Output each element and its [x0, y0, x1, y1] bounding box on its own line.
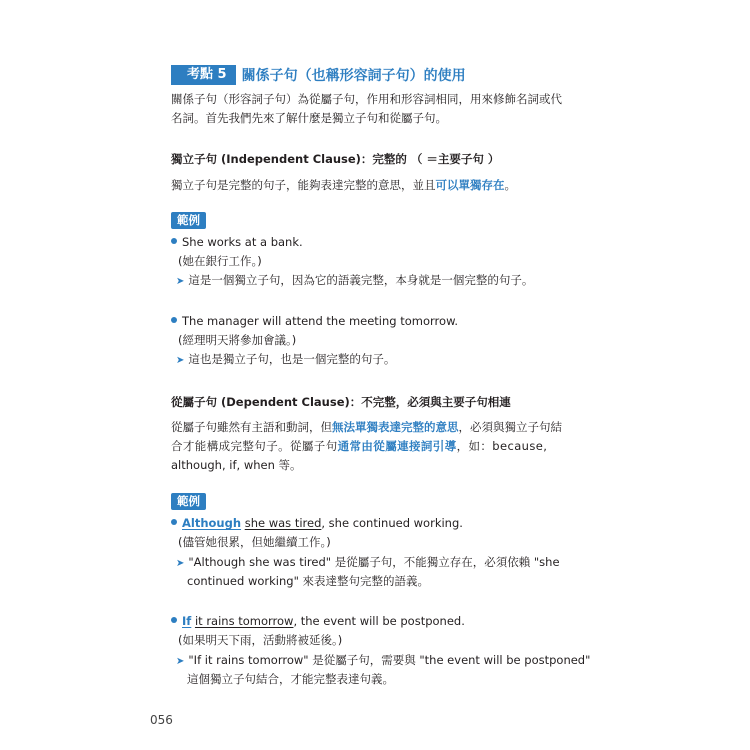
example-translation: (如果明天下雨，活動將被延後。) — [178, 633, 343, 647]
arrow-icon: ➤ — [176, 656, 185, 667]
section-title: 關係子句（也稱形容詞子句）的使用 — [241, 68, 466, 84]
example-note-cont: continued working" 來表達整句完整的語義。 — [187, 574, 430, 588]
dep-highlight: 無法單獨表達完整的意思 — [332, 420, 459, 434]
example-note-cont: 這個獨立子句結合，才能完整表達句義。 — [187, 672, 394, 686]
note-text: 這也是獨立子句，也是一個完整的句子。 — [188, 352, 396, 366]
arrow-icon: ➤ — [176, 558, 185, 569]
independent-desc — [171, 177, 516, 193]
independent-desc-highlight: 可以單獨存在 — [435, 178, 505, 192]
page-number: 056 — [150, 713, 173, 727]
dep-highlight: 通常由從屬連接詞引導 — [337, 439, 457, 453]
example-note — [176, 652, 590, 670]
arrow-icon: ➤ — [176, 355, 185, 366]
note-text: 這是一個獨立子句，因為它的語義完整，本身就是一個完整的句子。 — [188, 273, 534, 287]
example-translation: (儘管她很累，但她繼續工作。) — [178, 535, 331, 549]
sentence-text: The manager will attend the meeting tomorrow. — [182, 314, 459, 328]
example-translation: (經理明天將參加會議。) — [178, 333, 297, 347]
dependent-clause: it rains tomorrow — [194, 614, 294, 628]
example-sentence — [171, 515, 463, 531]
arrow-icon: ➤ — [176, 276, 185, 287]
note-text: "If it rains tomorrow" 是從屬子句，需要與 "the event will be postponed" — [188, 653, 591, 667]
conjunction: Although — [182, 516, 242, 530]
intro-line-2: 名詞。首先我們先來了解什麼是獨立子句和從屬子句。 — [171, 111, 447, 125]
bullet-dot — [171, 617, 177, 623]
independent-desc-end: 。 — [504, 178, 516, 192]
example-badge-1: 範例 — [171, 212, 206, 229]
independent-title: 獨立子句 (Independent Clause)：完整的 （ ＝主要子句 ） — [171, 152, 500, 166]
example-note — [176, 272, 533, 290]
bullet-dot — [171, 519, 177, 525]
bullet-dot — [171, 317, 177, 323]
example-note — [176, 554, 560, 572]
dep-text: ，如：because, — [456, 439, 548, 453]
conjunction: If — [182, 614, 192, 628]
intro-line-1: 關係子句（形容詞子句）為從屬子句，作用和形容詞相同，用來修飾名詞或代 — [171, 92, 562, 106]
dependent-desc-line-2 — [171, 438, 547, 454]
sentence-text: She works at a bank. — [182, 235, 303, 249]
dependent-title: 從屬子句 (Dependent Clause)：不完整，必須與主要子句相連 — [171, 395, 511, 409]
example-note — [176, 351, 395, 369]
bullet-dot — [171, 238, 177, 244]
example-sentence — [171, 313, 458, 329]
independent-desc-text: 獨立子句是完整的句子，能夠表達完整的意思，並且 — [171, 178, 436, 192]
section-heading — [171, 65, 466, 85]
sentence-rest: , the event will be postponed. — [293, 614, 465, 628]
dep-text: 合才能構成完整句子。從屬子句 — [171, 439, 338, 453]
dependent-desc-line-1 — [171, 419, 562, 435]
note-text: "Although she was tired" 是從屬子句，不能獨立存在，必須依賴 "she — [188, 555, 560, 569]
dependent-clause: she was tired — [244, 516, 322, 530]
dependent-desc-line-3: although, if, when 等。 — [171, 458, 302, 472]
example-badge-2: 範例 — [171, 493, 206, 510]
dep-text: 從屬子句雖然有主語和動詞，但 — [171, 420, 332, 434]
sentence-rest: , she continued working. — [321, 516, 463, 530]
dep-text: ，必須與獨立子句結 — [458, 420, 562, 434]
example-translation: (她在銀行工作。) — [178, 254, 262, 268]
point-badge: 考點 5 — [171, 65, 236, 85]
example-sentence — [171, 234, 303, 250]
example-sentence — [171, 613, 465, 629]
